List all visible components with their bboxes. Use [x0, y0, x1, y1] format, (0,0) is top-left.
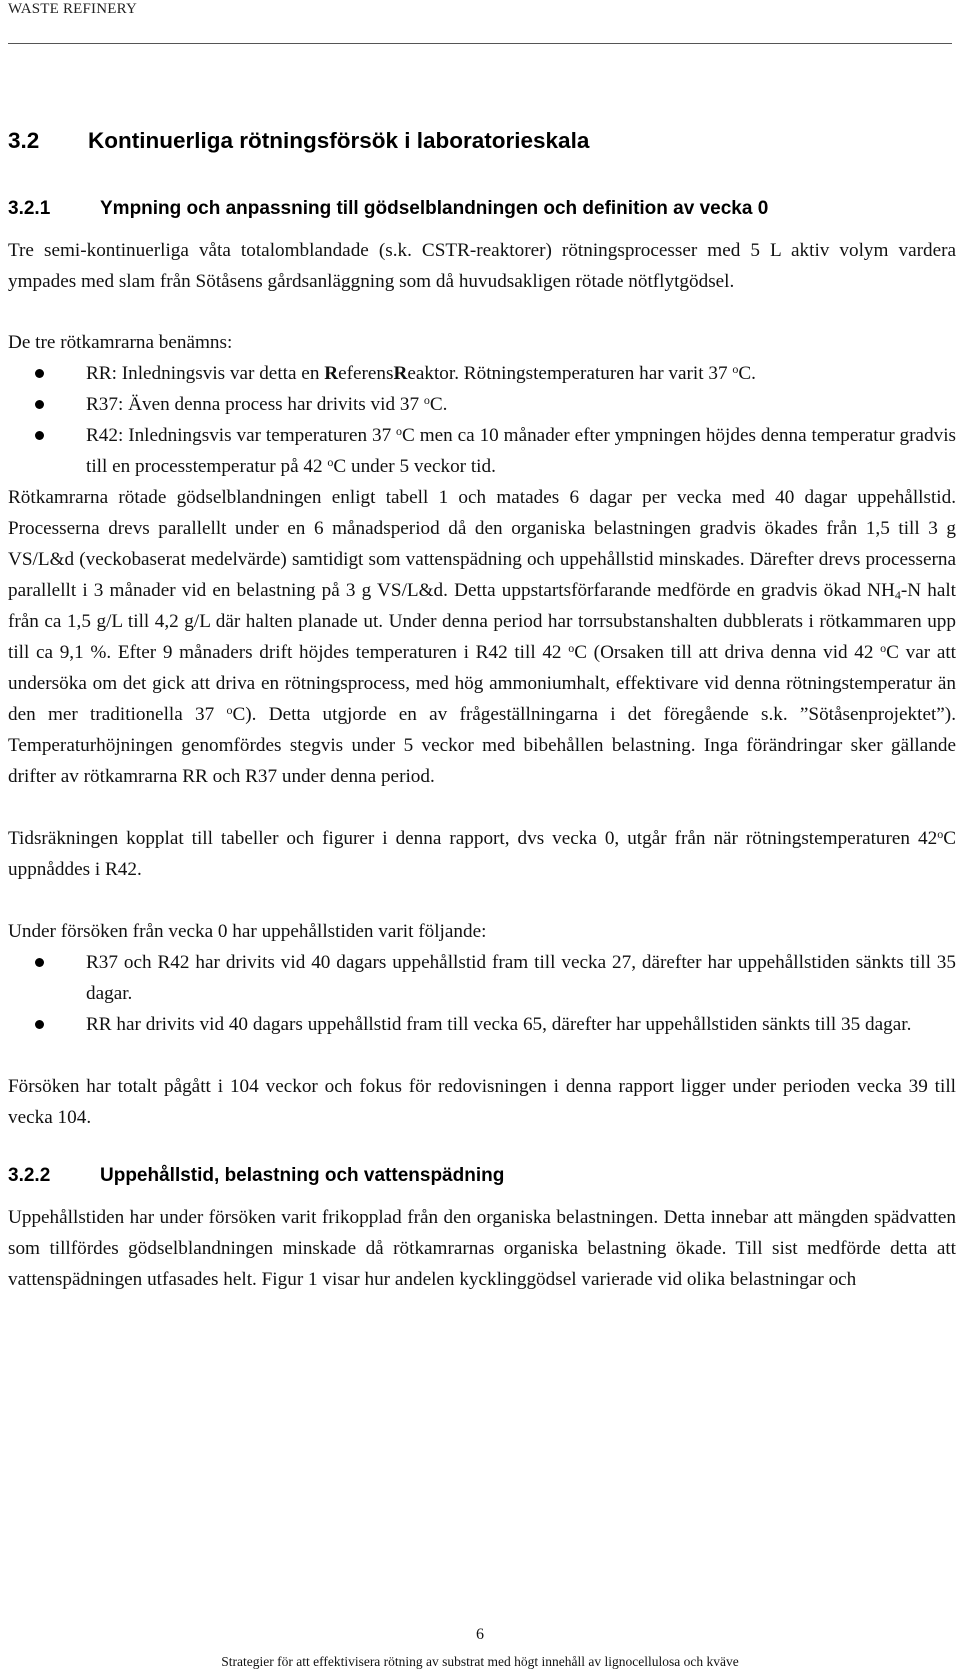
paragraph-duration: Försöken har totalt pågått i 104 veckor och fokus för redovisningen i denna rapport ligger under perioden vecka 39 till vecka 104.: [8, 1076, 956, 1128]
section-title: Kontinuerliga rötningsförsök i laboratorieskala: [88, 128, 590, 153]
section-heading: [8, 116, 956, 166]
list-item-retention-r37-r42: R37 och R42 har drivits vid 40 dagars uppehållstid fram till vecka 27, därefter har uppehållstiden sänkts till 35 dagar.: [8, 947, 956, 1009]
paragraph-chambers-intro: De tre rötkamrarna benämns:: [8, 332, 233, 353]
page-number: 6: [476, 1626, 484, 1643]
paragraph-process-description: Rötkamrarna rötade gödselblandningen enligt tabell 1 och matades 6 dagar per vecka med 40 dagar uppehållstid. Processerna drevs parallellt under en 6 månadsperiod då den organiska belastningen gradvis ökades från 1,5 till 3 g VS/L&d (veckobaserat medelvärde) samtidigt som vattenspädning och uppehållstid minskades. Därefter drevs processerna parallellt i 3 månader vid en belastning på 3 g VS/L&d. Detta uppstartsförfarande medförde en gradvis ökad $NH_4-N$ halt från ca 1,5 g/L till 4,2 g/L där halten planade ut. Under denna period har torrsubstanshalten dubblerats i rötkammaren upp till ca 9,1 %. Efter 9 månaders drift höjdes temperaturen i R42 till 42 $^o$C (Orsaken till att driva denna vid 42 $^o$C var att undersöka om det gick att driva en rötningsprocess, med hög ammoniumhalt, effektivare vid denna rötningstemperatur än den mer traditionella 37 $^o$C). Detta utgjorde en av frågeställningarna i det föregående s.k. ”Sötåsenprojektet”). Temperaturhöjningen genomfördes stegvis under 5 veckor med bibehållen belastning. Inga förändringar sker gällande drifter av rötkamrarna RR och R37 under denna period.: [8, 487, 956, 787]
document-body: [8, 116, 956, 1295]
subsection-number-1: 3.2.1: [8, 198, 51, 219]
list-item-retention-rr: RR har drivits vid 40 dagars uppehållstid fram till vecka 65, därefter har uppehållstiden sänkts till 35 dagar.: [8, 1009, 956, 1040]
subsection-title-2: Uppehållstid, belastning och vattenspädning: [100, 1165, 505, 1186]
list-item-r42: R42: Inledningsvis var temperaturen 37 $^o$C men ca 10 månader efter ympningen höjdes denna temperatur gradvis till en processtemperatur på 42 $^o$C under 5 veckor tid.: [8, 420, 956, 482]
subsection-heading-2: [8, 1150, 956, 1202]
bullet-icon: [35, 400, 44, 409]
header-divider: [8, 43, 952, 44]
section-number: 3.2: [8, 128, 40, 153]
subsection-title-1: Ympning och anpassning till gödselblandningen och definition av vecka 0: [100, 198, 769, 219]
list-item-rr: RR: Inledningsvis var detta en ReferensReaktor. Rötningstemperaturen har varit 37 $^o$C.: [8, 358, 956, 389]
bullet-icon: [35, 431, 44, 440]
subsection-number-2: 3.2.2: [8, 1165, 51, 1186]
list-item-r37: R37: Även denna process har drivits vid 37 $^o$C.: [8, 389, 956, 420]
running-header: WASTE REFINERY: [8, 1, 138, 17]
paragraph-intro: Tre semi-kontinuerliga våta totalomblandade (s.k. CSTR-reaktorer) rötningsprocesser med 5 L aktiv volym vardera ympades med slam från Sötåsens gårdsanläggning som då huvudsakligen rötade nötflytgödsel.: [8, 240, 956, 292]
chamber-list: [8, 358, 956, 482]
retention-list: [8, 947, 956, 1040]
paragraph-time-reference: Tidsräkningen kopplat till tabeller och figurer i denna rapport, dvs vecka 0, utgår från när rötningstemperaturen 42$^o$C uppnåddes i R42.: [8, 827, 956, 880]
running-footer: Strategier för att effektivisera rötning av substrat med högt innehåll av lignocellulosa och kväve: [221, 1654, 739, 1669]
paragraph-retention-loading: Uppehållstiden har under försöken varit frikopplad från den organiska belastningen. Detta innebar att mängden spädvatten som tillfördes gödselblandningen minskade då rötkamrarnas organiska belastning ökade. Till sist medförde detta att vattenspädningen utfasades helt. Figur 1 visar hur andelen kycklinggödsel varierade vid olika belastningar och: [8, 1207, 956, 1290]
subsection-heading-1: [8, 183, 956, 235]
bullet-icon: [35, 958, 44, 967]
bullet-icon: [35, 369, 44, 378]
paragraph-retention-intro: Under försöken från vecka 0 har uppehållstiden varit följande:: [8, 921, 487, 942]
bullet-icon: [35, 1020, 44, 1029]
